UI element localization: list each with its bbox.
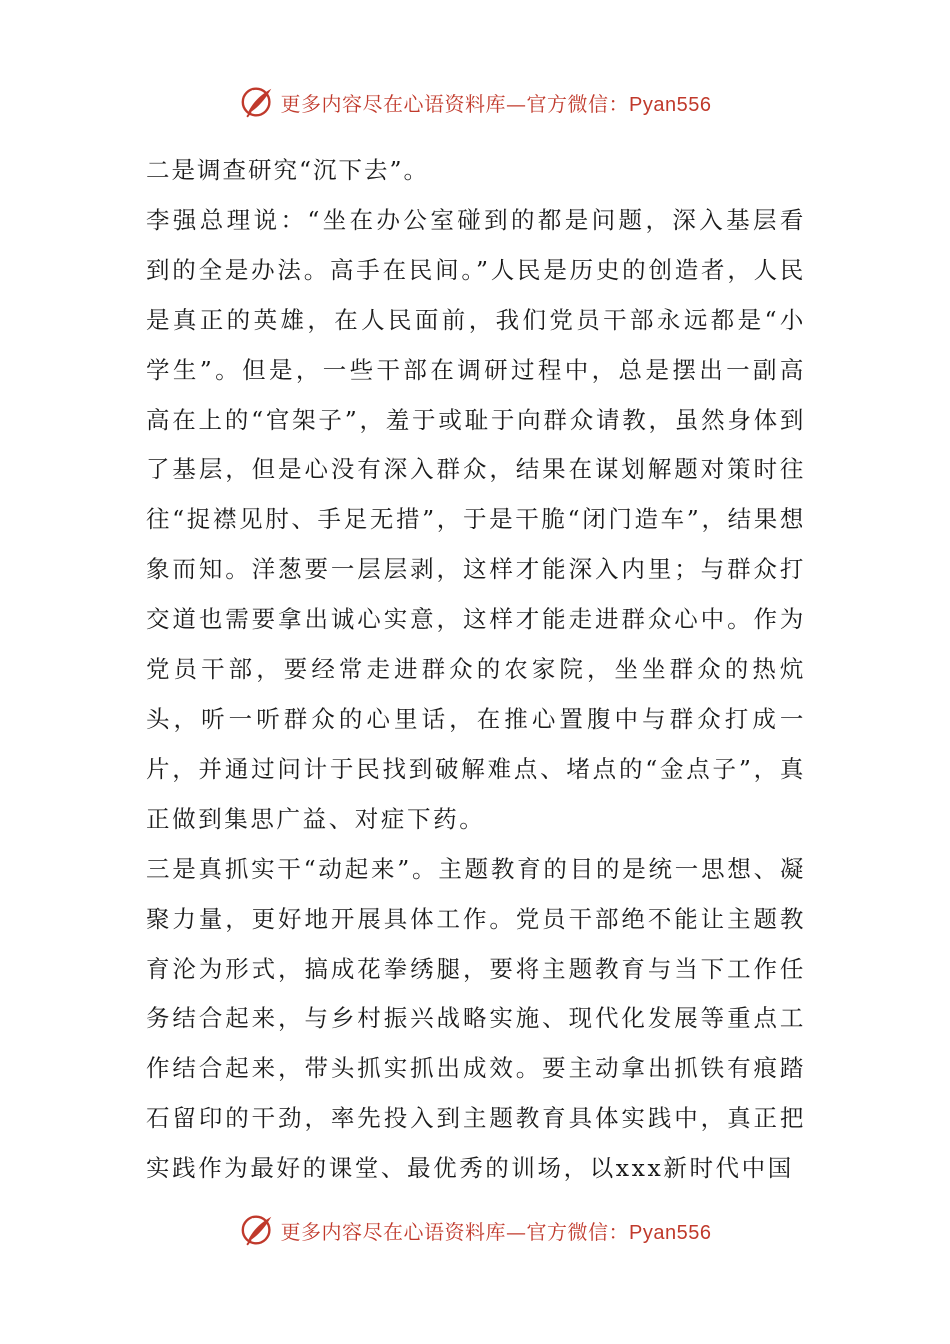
watermark-text bbox=[281, 1216, 712, 1245]
footer-watermark bbox=[0, 1208, 950, 1252]
pen-logo-icon bbox=[239, 1211, 277, 1249]
watermark-separator: — bbox=[506, 91, 527, 116]
watermark-text bbox=[281, 88, 712, 117]
watermark-separator: — bbox=[506, 1219, 527, 1244]
body-paragraph: 李强总理说：“坐在办公室碰到的都是问题，深入基层看到的全是办法。高手在民间。”人民是历史的创造者，人民是真正的英雄，在人民面前，我们党员干部永远都是“小学生”。但是，一些干部在调研过程中，总是摆出一副高高在上的“官架子”，羞于或耻于向群众请教，虽然身体到了基层，但是心没有深入群众，结果在谋划解题对策时往往“捉襟见肘、手足无措”，于是干脆“闭门造车”，结果想象而知。洋葱要一层层剥，这样才能深入内里；与群众打交道也需要拿出诚心实意，这样才能走进群众心中。作为党员干部，要经常走进群众的农家院，坐坐群众的热炕头，听一听群众的心里话，在推心置腹中与群众打成一片，并通过问计于民找到破解难点、堵点的“金点子”，真正做到集思广益、对症下药。 bbox=[146, 205, 806, 833]
section-paragraph-three: 三是真抓实干“动起来”。主题教育的目的是统一思想、凝聚力量，更好地开展具体工作。党员干部绝不能让主题教育沦为形式，搞成花拳绣腿，要将主题教育与当下工作任务结合起来，与乡村振兴战略实施、现代化发展等重点工作结合起来，带头抓实抓出成效。要主动拿出抓铁有痕踏石留印的干劲，率先投入到主题教育具体实践中，真正把实践作为最好的课堂、最优秀的训场，以xxx新时代中国 bbox=[146, 854, 806, 1183]
watermark-contact-label: 官方微信： bbox=[526, 91, 630, 116]
watermark-main: 更多内容尽在心语资料库 bbox=[280, 1219, 507, 1244]
document-body bbox=[146, 146, 806, 1194]
watermark-contact-label: 官方微信： bbox=[526, 1219, 630, 1244]
watermark-main: 更多内容尽在心语资料库 bbox=[280, 91, 507, 116]
pen-logo-icon bbox=[239, 83, 277, 121]
watermark-contact-id: Pyan556 bbox=[629, 93, 712, 116]
section-heading-two: 二是调查研究“沉下去”。 bbox=[146, 156, 430, 184]
header-watermark bbox=[0, 80, 950, 124]
watermark-contact-id: Pyan556 bbox=[629, 1221, 712, 1244]
